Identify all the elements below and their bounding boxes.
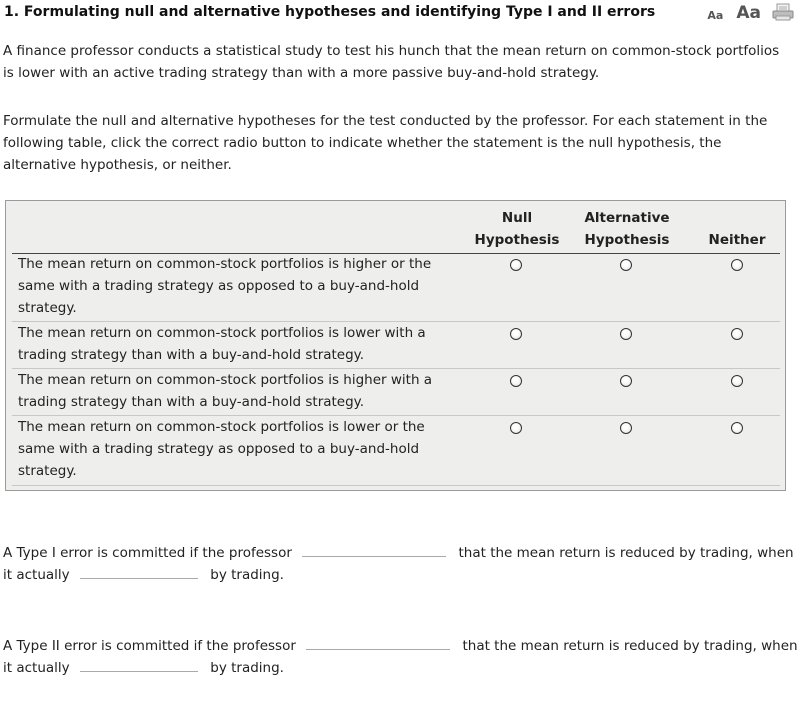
table-row [12, 369, 780, 416]
type1-text-suffix: by trading. [210, 567, 284, 583]
table-row [12, 416, 780, 486]
instructions-paragraph: Formulate the null and alternative hypotheses for the test conducted by the professor. For each statement in the following table, click the correct radio button to indicate whether the statement is the null hypothesis, the alternative hypothesis, or neither. [3, 113, 768, 173]
type2-text-suffix: by trading. [210, 660, 284, 676]
radio-alternative-hypothesis[interactable] [620, 375, 632, 387]
question-title: 1. Formulating null and alternative hypotheses and identifying Type I and II errors [4, 4, 656, 20]
radio-alternative-hypothesis[interactable] [620, 328, 632, 340]
radio-neither[interactable] [731, 422, 743, 434]
type2-text-it-actually: it actually [3, 660, 70, 676]
radio-neither[interactable] [731, 375, 743, 387]
column-header-alternative-line1: Alternative [584, 210, 670, 226]
table-row [12, 253, 780, 322]
type1-text-it-actually: it actually [3, 567, 70, 583]
type2-text-middle: that the mean return is reduced by trading, when [462, 638, 798, 654]
column-header-null [468, 207, 566, 251]
type2-line2 [3, 655, 284, 679]
radio-null-hypothesis[interactable] [510, 375, 522, 387]
decrease-font-button[interactable]: Aa [707, 9, 724, 22]
column-header-null-line1: Null [501, 210, 533, 226]
type1-line1 [3, 540, 794, 564]
type2-decision-blank[interactable] [306, 633, 450, 650]
intro-paragraph: A finance professor conducts a statistical study to test his hunch that the mean return on common-stock portfolios is lower with an active trading strategy than with a more passive buy-and-hold strategy. [3, 43, 780, 81]
radio-neither[interactable] [731, 259, 743, 271]
radio-null-hypothesis[interactable] [510, 422, 522, 434]
column-header-alternative [578, 207, 676, 251]
type2-truth-blank[interactable] [80, 655, 198, 672]
row-divider [12, 485, 780, 486]
type1-text-middle: that the mean return is reduced by trading, when [458, 545, 794, 561]
table-row [12, 322, 780, 369]
statement-text: The mean return on common-stock portfolios is higher with a trading strategy than with a buy-and-hold strategy. [18, 372, 433, 410]
type2-text-prefix: A Type II error is committed if the professor [3, 638, 296, 654]
column-header-neither: Neither [708, 232, 766, 248]
type1-text-prefix: A Type I error is committed if the professor [3, 545, 292, 561]
type2-line1 [3, 633, 798, 657]
radio-null-hypothesis[interactable] [510, 328, 522, 340]
print-icon[interactable] [772, 3, 794, 21]
statement-text: The mean return on common-stock portfolios is lower with a trading strategy than with a buy-and-hold strategy. [18, 325, 426, 363]
radio-alternative-hypothesis[interactable] [620, 259, 632, 271]
radio-alternative-hypothesis[interactable] [620, 422, 632, 434]
toolbar [707, 2, 794, 23]
column-header-null-line2: Hypothesis [474, 232, 560, 248]
type1-truth-blank[interactable] [80, 562, 198, 579]
column-header-alternative-line2: Hypothesis [584, 232, 670, 248]
increase-font-button[interactable]: Aa [736, 3, 761, 23]
statement-text: The mean return on common-stock portfolios is lower or the same with a trading strategy as opposed to a buy-and-hold strategy. [18, 419, 425, 479]
table-header [12, 207, 780, 254]
radio-null-hypothesis[interactable] [510, 259, 522, 271]
question-header [4, 4, 794, 24]
type1-decision-blank[interactable] [302, 540, 446, 557]
hypothesis-table [5, 200, 786, 491]
radio-neither[interactable] [731, 328, 743, 340]
statement-text: The mean return on common-stock portfolios is higher or the same with a trading strategy as opposed to a buy-and-hold strategy. [18, 256, 432, 316]
type1-line2 [3, 562, 284, 586]
